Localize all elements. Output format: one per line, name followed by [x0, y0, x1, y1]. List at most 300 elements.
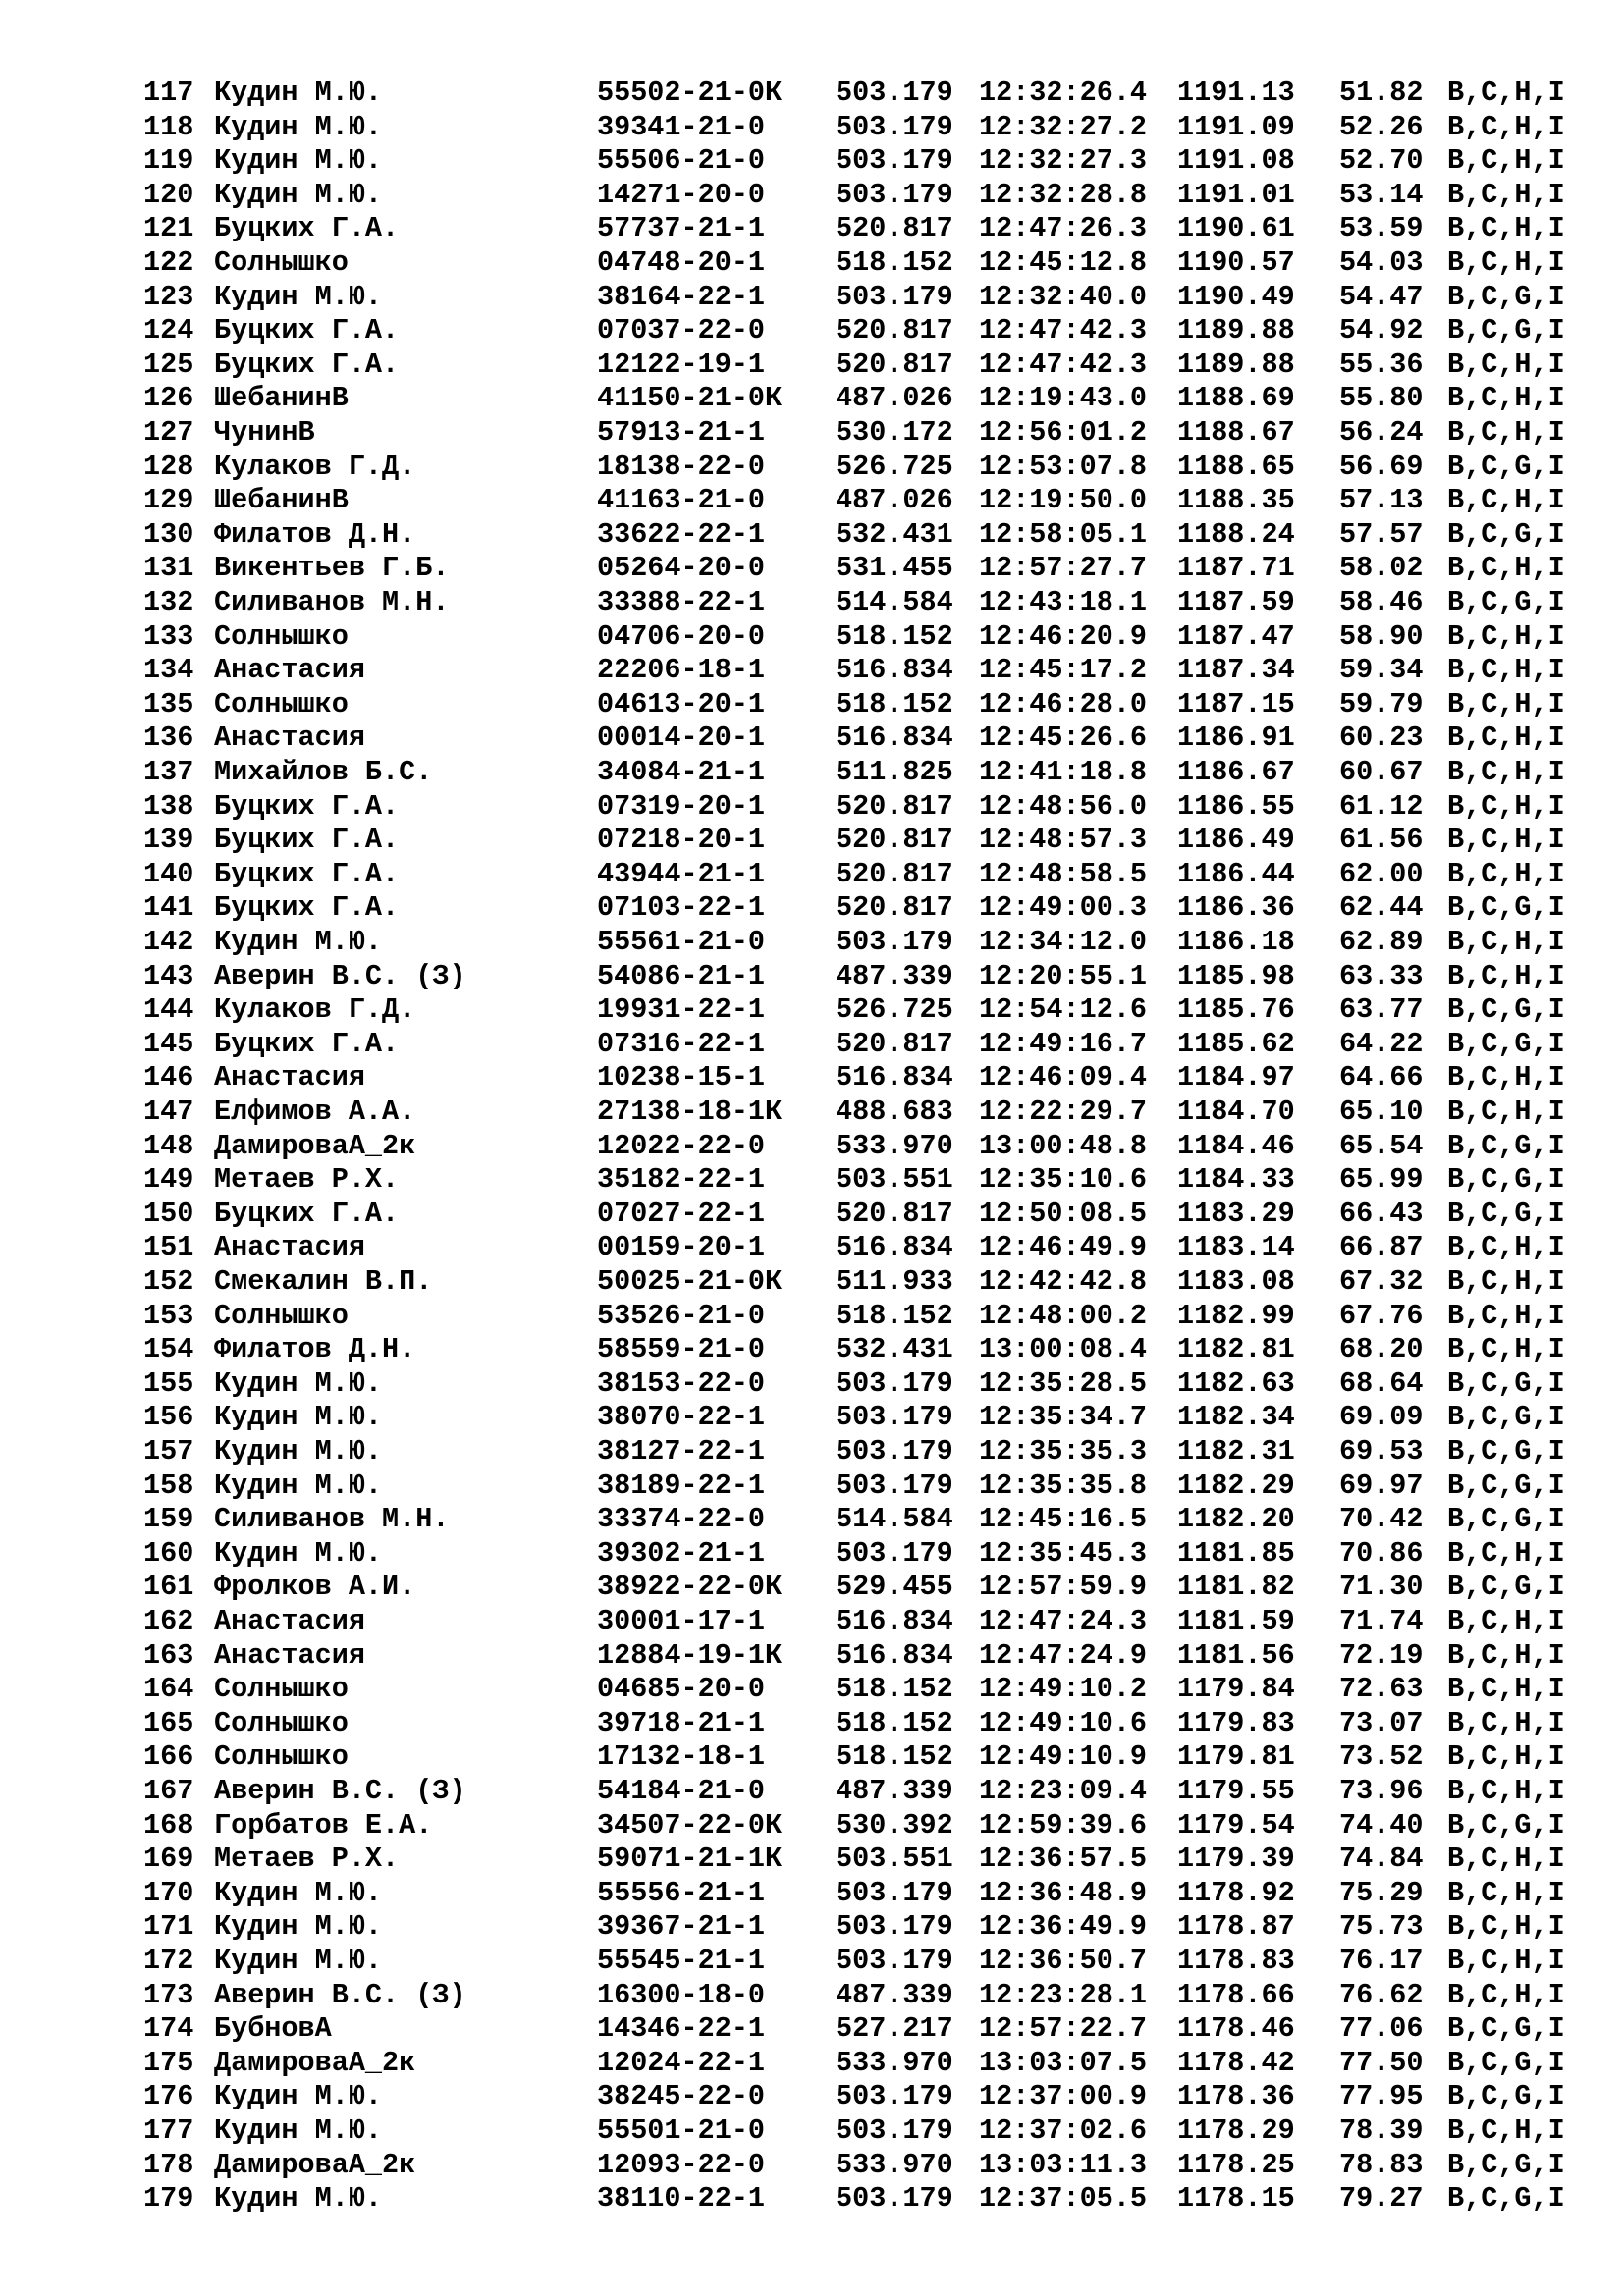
row-number: 145	[143, 1027, 194, 1060]
result-row	[0, 1028, 1624, 1061]
result-row	[0, 1877, 1624, 1910]
loft-name: Аверин В.С. (З)	[214, 1978, 466, 2011]
row-number: 171	[143, 1910, 194, 1944]
loft-name: Солнышко	[214, 619, 349, 653]
category-flags: B,C,H,I	[1447, 552, 1565, 585]
ring-number: 57737-21-1	[597, 212, 766, 245]
result-row	[0, 2149, 1624, 2182]
coefficient: 74.40	[1339, 1808, 1424, 1842]
distance-km: 529.455	[836, 1571, 953, 1604]
distance-km: 503.179	[836, 1366, 953, 1400]
loft-name: Кудин М.Ю.	[214, 178, 383, 211]
arrival-time: 12:47:26.3	[979, 212, 1148, 245]
speed-value: 1189.88	[1177, 314, 1295, 347]
coefficient: 52.26	[1339, 110, 1424, 143]
category-flags: B,C,H,I	[1447, 1673, 1565, 1706]
category-flags: B,C,H,I	[1447, 1910, 1565, 1944]
distance-km: 518.152	[836, 1299, 953, 1332]
distance-km: 520.817	[836, 857, 953, 890]
row-number: 122	[143, 246, 194, 279]
speed-value: 1179.83	[1177, 1706, 1295, 1739]
category-flags: B,C,G,I	[1447, 1808, 1565, 1842]
loft-name: Елфимов А.А.	[214, 1095, 416, 1128]
coefficient: 78.39	[1339, 2114, 1424, 2147]
ring-number: 12022-22-0	[597, 1129, 766, 1162]
result-row	[0, 960, 1624, 993]
speed-value: 1178.29	[1177, 2114, 1295, 2147]
distance-km: 520.817	[836, 212, 953, 245]
distance-km: 533.970	[836, 2046, 953, 2079]
distance-km: 487.339	[836, 1775, 953, 1807]
row-number: 150	[143, 1197, 194, 1230]
loft-name: Кудин М.Ю.	[214, 144, 383, 178]
loft-name: Филатов Д.Н.	[214, 1333, 416, 1366]
row-number: 156	[143, 1401, 194, 1434]
distance-km: 516.834	[836, 654, 953, 687]
result-row	[0, 179, 1624, 212]
arrival-time: 12:35:10.6	[979, 1163, 1148, 1197]
category-flags: B,C,H,I	[1447, 1876, 1565, 1909]
category-flags: B,C,H,I	[1447, 1299, 1565, 1332]
loft-name: Солнышко	[214, 1740, 349, 1774]
ring-number: 19931-22-1	[597, 993, 766, 1027]
speed-value: 1182.20	[1177, 1503, 1295, 1536]
ring-number: 58559-21-0	[597, 1333, 766, 1366]
result-row	[0, 1469, 1624, 1503]
coefficient: 57.57	[1339, 517, 1424, 551]
loft-name: Аверин В.С. (З)	[214, 1775, 466, 1807]
coefficient: 54.47	[1339, 280, 1424, 313]
arrival-time: 12:32:26.4	[979, 77, 1148, 109]
ring-number: 39302-21-1	[597, 1536, 766, 1570]
row-number: 157	[143, 1435, 194, 1468]
coefficient: 60.67	[1339, 756, 1424, 788]
result-row	[0, 1198, 1624, 1231]
result-row	[0, 451, 1624, 484]
ring-number: 33622-22-1	[597, 517, 766, 551]
result-row	[0, 1231, 1624, 1264]
speed-value: 1182.29	[1177, 1468, 1295, 1502]
distance-km: 503.179	[836, 1435, 953, 1468]
category-flags: B,C,H,I	[1447, 1265, 1565, 1298]
coefficient: 63.77	[1339, 993, 1424, 1027]
result-row	[0, 2080, 1624, 2113]
coefficient: 60.23	[1339, 721, 1424, 755]
coefficient: 76.62	[1339, 1978, 1424, 2011]
coefficient: 73.52	[1339, 1740, 1424, 1774]
speed-value: 1187.15	[1177, 687, 1295, 721]
row-number: 165	[143, 1706, 194, 1739]
coefficient: 69.53	[1339, 1435, 1424, 1468]
result-row	[0, 1537, 1624, 1571]
result-row	[0, 1333, 1624, 1366]
speed-value: 1184.46	[1177, 1129, 1295, 1162]
coefficient: 70.86	[1339, 1536, 1424, 1570]
loft-name: Кулаков Г.Д.	[214, 993, 416, 1027]
loft-name: Кудин М.Ю.	[214, 1876, 383, 1909]
speed-value: 1190.57	[1177, 246, 1295, 279]
distance-km: 503.179	[836, 2114, 953, 2147]
arrival-time: 12:32:40.0	[979, 280, 1148, 313]
result-row	[0, 348, 1624, 382]
result-row	[0, 552, 1624, 585]
row-number: 158	[143, 1468, 194, 1502]
loft-name: Кудин М.Ю.	[214, 2080, 383, 2113]
row-number: 169	[143, 1842, 194, 1876]
distance-km: 518.152	[836, 1740, 953, 1774]
distance-km: 530.172	[836, 416, 953, 449]
distance-km: 532.431	[836, 517, 953, 551]
arrival-time: 12:35:35.8	[979, 1468, 1148, 1502]
row-number: 166	[143, 1740, 194, 1774]
ring-number: 43944-21-1	[597, 857, 766, 890]
ring-number: 55506-21-0	[597, 144, 766, 178]
category-flags: B,C,G,I	[1447, 1129, 1565, 1162]
speed-value: 1178.15	[1177, 2182, 1295, 2216]
category-flags: B,C,H,I	[1447, 619, 1565, 653]
speed-value: 1188.35	[1177, 484, 1295, 517]
arrival-time: 12:41:18.8	[979, 756, 1148, 788]
category-flags: B,C,G,I	[1447, 1366, 1565, 1400]
coefficient: 54.03	[1339, 246, 1424, 279]
arrival-time: 12:57:22.7	[979, 2012, 1148, 2046]
row-number: 118	[143, 110, 194, 143]
arrival-time: 12:36:49.9	[979, 1910, 1148, 1944]
ring-number: 55545-21-1	[597, 1945, 766, 1977]
result-row	[0, 688, 1624, 721]
loft-name: Анастасия	[214, 1638, 365, 1672]
row-number: 128	[143, 450, 194, 483]
distance-km: 511.933	[836, 1265, 953, 1298]
ring-number: 07027-22-1	[597, 1197, 766, 1230]
loft-name: Буцких Г.А.	[214, 891, 400, 925]
arrival-time: 12:57:27.7	[979, 552, 1148, 585]
category-flags: B,C,H,I	[1447, 1842, 1565, 1876]
speed-value: 1179.39	[1177, 1842, 1295, 1876]
category-flags: B,C,H,I	[1447, 1061, 1565, 1095]
coefficient: 73.07	[1339, 1706, 1424, 1739]
ring-number: 04685-20-0	[597, 1673, 766, 1706]
category-flags: B,C,H,I	[1447, 789, 1565, 823]
coefficient: 56.24	[1339, 416, 1424, 449]
loft-name: Анастасия	[214, 1231, 365, 1264]
distance-km: 526.725	[836, 450, 953, 483]
arrival-time: 12:36:57.5	[979, 1842, 1148, 1876]
result-row	[0, 1571, 1624, 1604]
coefficient: 62.44	[1339, 891, 1424, 925]
ring-number: 39718-21-1	[597, 1706, 766, 1739]
distance-km: 487.026	[836, 484, 953, 517]
ring-number: 55561-21-0	[597, 926, 766, 958]
row-number: 164	[143, 1673, 194, 1706]
result-row	[0, 790, 1624, 824]
arrival-time: 12:37:00.9	[979, 2080, 1148, 2113]
category-flags: B,C,H,I	[1447, 959, 1565, 992]
speed-value: 1188.65	[1177, 450, 1295, 483]
ring-number: 38110-22-1	[597, 2182, 766, 2216]
arrival-time: 12:50:08.5	[979, 1197, 1148, 1230]
arrival-time: 12:23:28.1	[979, 1978, 1148, 2011]
coefficient: 69.09	[1339, 1401, 1424, 1434]
loft-name: БубновА	[214, 2012, 332, 2046]
category-flags: B,C,H,I	[1447, 382, 1565, 415]
coefficient: 69.97	[1339, 1468, 1424, 1502]
row-number: 144	[143, 993, 194, 1027]
distance-km: 520.817	[836, 824, 953, 857]
row-number: 174	[143, 2012, 194, 2046]
row-number: 130	[143, 517, 194, 551]
loft-name: Кудин М.Ю.	[214, 1945, 383, 1977]
loft-name: Смекалин В.П.	[214, 1265, 433, 1298]
coefficient: 57.13	[1339, 484, 1424, 517]
result-row	[0, 1095, 1624, 1129]
loft-name: Буцких Г.А.	[214, 347, 400, 381]
ring-number: 41150-21-0К	[597, 382, 783, 415]
ring-number: 07103-22-1	[597, 891, 766, 925]
result-row	[0, 1809, 1624, 1842]
speed-value: 1182.99	[1177, 1299, 1295, 1332]
row-number: 120	[143, 178, 194, 211]
category-flags: B,C,H,I	[1447, 1638, 1565, 1672]
distance-km: 487.339	[836, 959, 953, 992]
row-number: 143	[143, 959, 194, 992]
ring-number: 07037-22-0	[597, 314, 766, 347]
coefficient: 63.33	[1339, 959, 1424, 992]
ring-number: 53526-21-0	[597, 1299, 766, 1332]
speed-value: 1185.62	[1177, 1027, 1295, 1060]
arrival-time: 12:54:12.6	[979, 993, 1148, 1027]
ring-number: 27138-18-1К	[597, 1095, 783, 1128]
category-flags: B,C,H,I	[1447, 654, 1565, 687]
category-flags: B,C,H,I	[1447, 1945, 1565, 1977]
result-row	[0, 586, 1624, 619]
result-row	[0, 654, 1624, 687]
loft-name: Кудин М.Ю.	[214, 2114, 383, 2147]
arrival-time: 13:03:07.5	[979, 2046, 1148, 2079]
result-row	[0, 77, 1624, 110]
coefficient: 68.64	[1339, 1366, 1424, 1400]
category-flags: B,C,G,I	[1447, 1468, 1565, 1502]
ring-number: 04748-20-1	[597, 246, 766, 279]
distance-km: 516.834	[836, 1231, 953, 1264]
ring-number: 18138-22-0	[597, 450, 766, 483]
distance-km: 503.179	[836, 2080, 953, 2113]
coefficient: 55.80	[1339, 382, 1424, 415]
ring-number: 07316-22-1	[597, 1027, 766, 1060]
result-row	[0, 926, 1624, 959]
result-row	[0, 2047, 1624, 2080]
row-number: 152	[143, 1265, 194, 1298]
loft-name: Буцких Г.А.	[214, 1197, 400, 1230]
ring-number: 12093-22-0	[597, 2148, 766, 2181]
speed-value: 1186.55	[1177, 789, 1295, 823]
row-number: 133	[143, 619, 194, 653]
result-row	[0, 620, 1624, 654]
coefficient: 58.46	[1339, 586, 1424, 618]
row-number: 123	[143, 280, 194, 313]
result-row	[0, 2012, 1624, 2046]
distance-km: 503.179	[836, 144, 953, 178]
arrival-time: 12:45:17.2	[979, 654, 1148, 687]
distance-km: 520.817	[836, 1197, 953, 1230]
ring-number: 38153-22-0	[597, 1366, 766, 1400]
result-row	[0, 1979, 1624, 2012]
coefficient: 59.34	[1339, 654, 1424, 687]
loft-name: Метаев Р.Х.	[214, 1842, 400, 1876]
result-row	[0, 2114, 1624, 2148]
row-number: 168	[143, 1808, 194, 1842]
speed-value: 1187.59	[1177, 586, 1295, 618]
coefficient: 65.99	[1339, 1163, 1424, 1197]
arrival-time: 12:56:01.2	[979, 416, 1148, 449]
ring-number: 00159-20-1	[597, 1231, 766, 1264]
coefficient: 61.12	[1339, 789, 1424, 823]
row-number: 125	[143, 347, 194, 381]
result-row	[0, 891, 1624, 925]
category-flags: B,C,G,I	[1447, 314, 1565, 347]
ring-number: 34084-21-1	[597, 756, 766, 788]
row-number: 135	[143, 687, 194, 721]
category-flags: B,C,G,I	[1447, 586, 1565, 618]
speed-value: 1178.66	[1177, 1978, 1295, 2011]
row-number: 160	[143, 1536, 194, 1570]
result-row	[0, 1503, 1624, 1536]
category-flags: B,C,H,I	[1447, 178, 1565, 211]
distance-km: 516.834	[836, 721, 953, 755]
arrival-time: 12:35:45.3	[979, 1536, 1148, 1570]
loft-name: Фролков А.И.	[214, 1571, 416, 1604]
distance-km: 530.392	[836, 1808, 953, 1842]
loft-name: Буцких Г.А.	[214, 789, 400, 823]
result-row	[0, 1740, 1624, 1774]
category-flags: B,C,H,I	[1447, 110, 1565, 143]
arrival-time: 12:36:50.7	[979, 1945, 1148, 1977]
distance-km: 520.817	[836, 891, 953, 925]
ring-number: 35182-22-1	[597, 1163, 766, 1197]
result-row	[0, 144, 1624, 178]
loft-name: Викентьев Г.Б.	[214, 552, 450, 585]
category-flags: B,C,H,I	[1447, 347, 1565, 381]
row-number: 142	[143, 926, 194, 958]
result-row	[0, 1130, 1624, 1163]
category-flags: B,C,H,I	[1447, 212, 1565, 245]
category-flags: B,C,H,I	[1447, 1740, 1565, 1774]
loft-name: Буцких Г.А.	[214, 212, 400, 245]
coefficient: 75.73	[1339, 1910, 1424, 1944]
row-number: 151	[143, 1231, 194, 1264]
distance-km: 514.584	[836, 586, 953, 618]
ring-number: 54086-21-1	[597, 959, 766, 992]
arrival-time: 12:45:12.8	[979, 246, 1148, 279]
result-row	[0, 111, 1624, 144]
result-row	[0, 1842, 1624, 1876]
row-number: 179	[143, 2182, 194, 2216]
row-number: 177	[143, 2114, 194, 2147]
distance-km: 503.179	[836, 280, 953, 313]
category-flags: B,C,G,I	[1447, 1163, 1565, 1197]
coefficient: 71.30	[1339, 1571, 1424, 1604]
loft-name: Аверин В.С. (З)	[214, 959, 466, 992]
arrival-time: 12:32:28.8	[979, 178, 1148, 211]
distance-km: 520.817	[836, 314, 953, 347]
loft-name: Кудин М.Ю.	[214, 1366, 383, 1400]
result-row	[0, 1605, 1624, 1638]
loft-name: ДамироваА_2к	[214, 1129, 416, 1162]
speed-value: 1181.82	[1177, 1571, 1295, 1604]
ring-number: 34507-22-0К	[597, 1808, 783, 1842]
row-number: 131	[143, 552, 194, 585]
result-row	[0, 246, 1624, 280]
distance-km: 532.431	[836, 1333, 953, 1366]
speed-value: 1186.91	[1177, 721, 1295, 755]
row-number: 153	[143, 1299, 194, 1332]
loft-name: Кудин М.Ю.	[214, 280, 383, 313]
row-number: 136	[143, 721, 194, 755]
arrival-time: 12:49:10.9	[979, 1740, 1148, 1774]
result-row	[0, 721, 1624, 755]
loft-name: ШебанинВ	[214, 484, 349, 517]
ring-number: 55556-21-1	[597, 1876, 766, 1909]
arrival-time: 12:42:42.8	[979, 1265, 1148, 1298]
row-number: 178	[143, 2148, 194, 2181]
loft-name: Кудин М.Ю.	[214, 110, 383, 143]
result-row	[0, 858, 1624, 891]
arrival-time: 12:43:18.1	[979, 586, 1148, 618]
speed-value: 1179.81	[1177, 1740, 1295, 1774]
category-flags: B,C,H,I	[1447, 756, 1565, 788]
speed-value: 1186.49	[1177, 824, 1295, 857]
arrival-time: 12:22:29.7	[979, 1095, 1148, 1128]
arrival-time: 12:47:42.3	[979, 314, 1148, 347]
coefficient: 53.59	[1339, 212, 1424, 245]
arrival-time: 12:46:28.0	[979, 687, 1148, 721]
loft-name: Силиванов М.Н.	[214, 1503, 450, 1536]
distance-km: 511.825	[836, 756, 953, 788]
row-number: 170	[143, 1876, 194, 1909]
arrival-time: 12:48:00.2	[979, 1299, 1148, 1332]
arrival-time: 12:48:56.0	[979, 789, 1148, 823]
distance-km: 503.179	[836, 178, 953, 211]
ring-number: 07319-20-1	[597, 789, 766, 823]
speed-value: 1178.36	[1177, 2080, 1295, 2113]
distance-km: 518.152	[836, 619, 953, 653]
row-number: 146	[143, 1061, 194, 1095]
arrival-time: 12:37:05.5	[979, 2182, 1148, 2216]
arrival-time: 12:32:27.2	[979, 110, 1148, 143]
speed-value: 1178.92	[1177, 1876, 1295, 1909]
speed-value: 1178.83	[1177, 1945, 1295, 1977]
distance-km: 503.551	[836, 1163, 953, 1197]
ring-number: 57913-21-1	[597, 416, 766, 449]
speed-value: 1178.42	[1177, 2046, 1295, 2079]
result-row	[0, 416, 1624, 450]
ring-number: 14271-20-0	[597, 178, 766, 211]
arrival-time: 12:49:10.6	[979, 1706, 1148, 1739]
category-flags: B,C,H,I	[1447, 2114, 1565, 2147]
arrival-time: 12:34:12.0	[979, 926, 1148, 958]
ring-number: 14346-22-1	[597, 2012, 766, 2046]
loft-name: Солнышко	[214, 1706, 349, 1739]
ring-number: 05264-20-0	[597, 552, 766, 585]
loft-name: ДамироваА_2к	[214, 2148, 416, 2181]
ring-number: 16300-18-0	[597, 1978, 766, 2011]
distance-km: 527.217	[836, 2012, 953, 2046]
result-row	[0, 314, 1624, 347]
speed-value: 1182.34	[1177, 1401, 1295, 1434]
distance-km: 520.817	[836, 1027, 953, 1060]
row-number: 155	[143, 1366, 194, 1400]
coefficient: 64.66	[1339, 1061, 1424, 1095]
